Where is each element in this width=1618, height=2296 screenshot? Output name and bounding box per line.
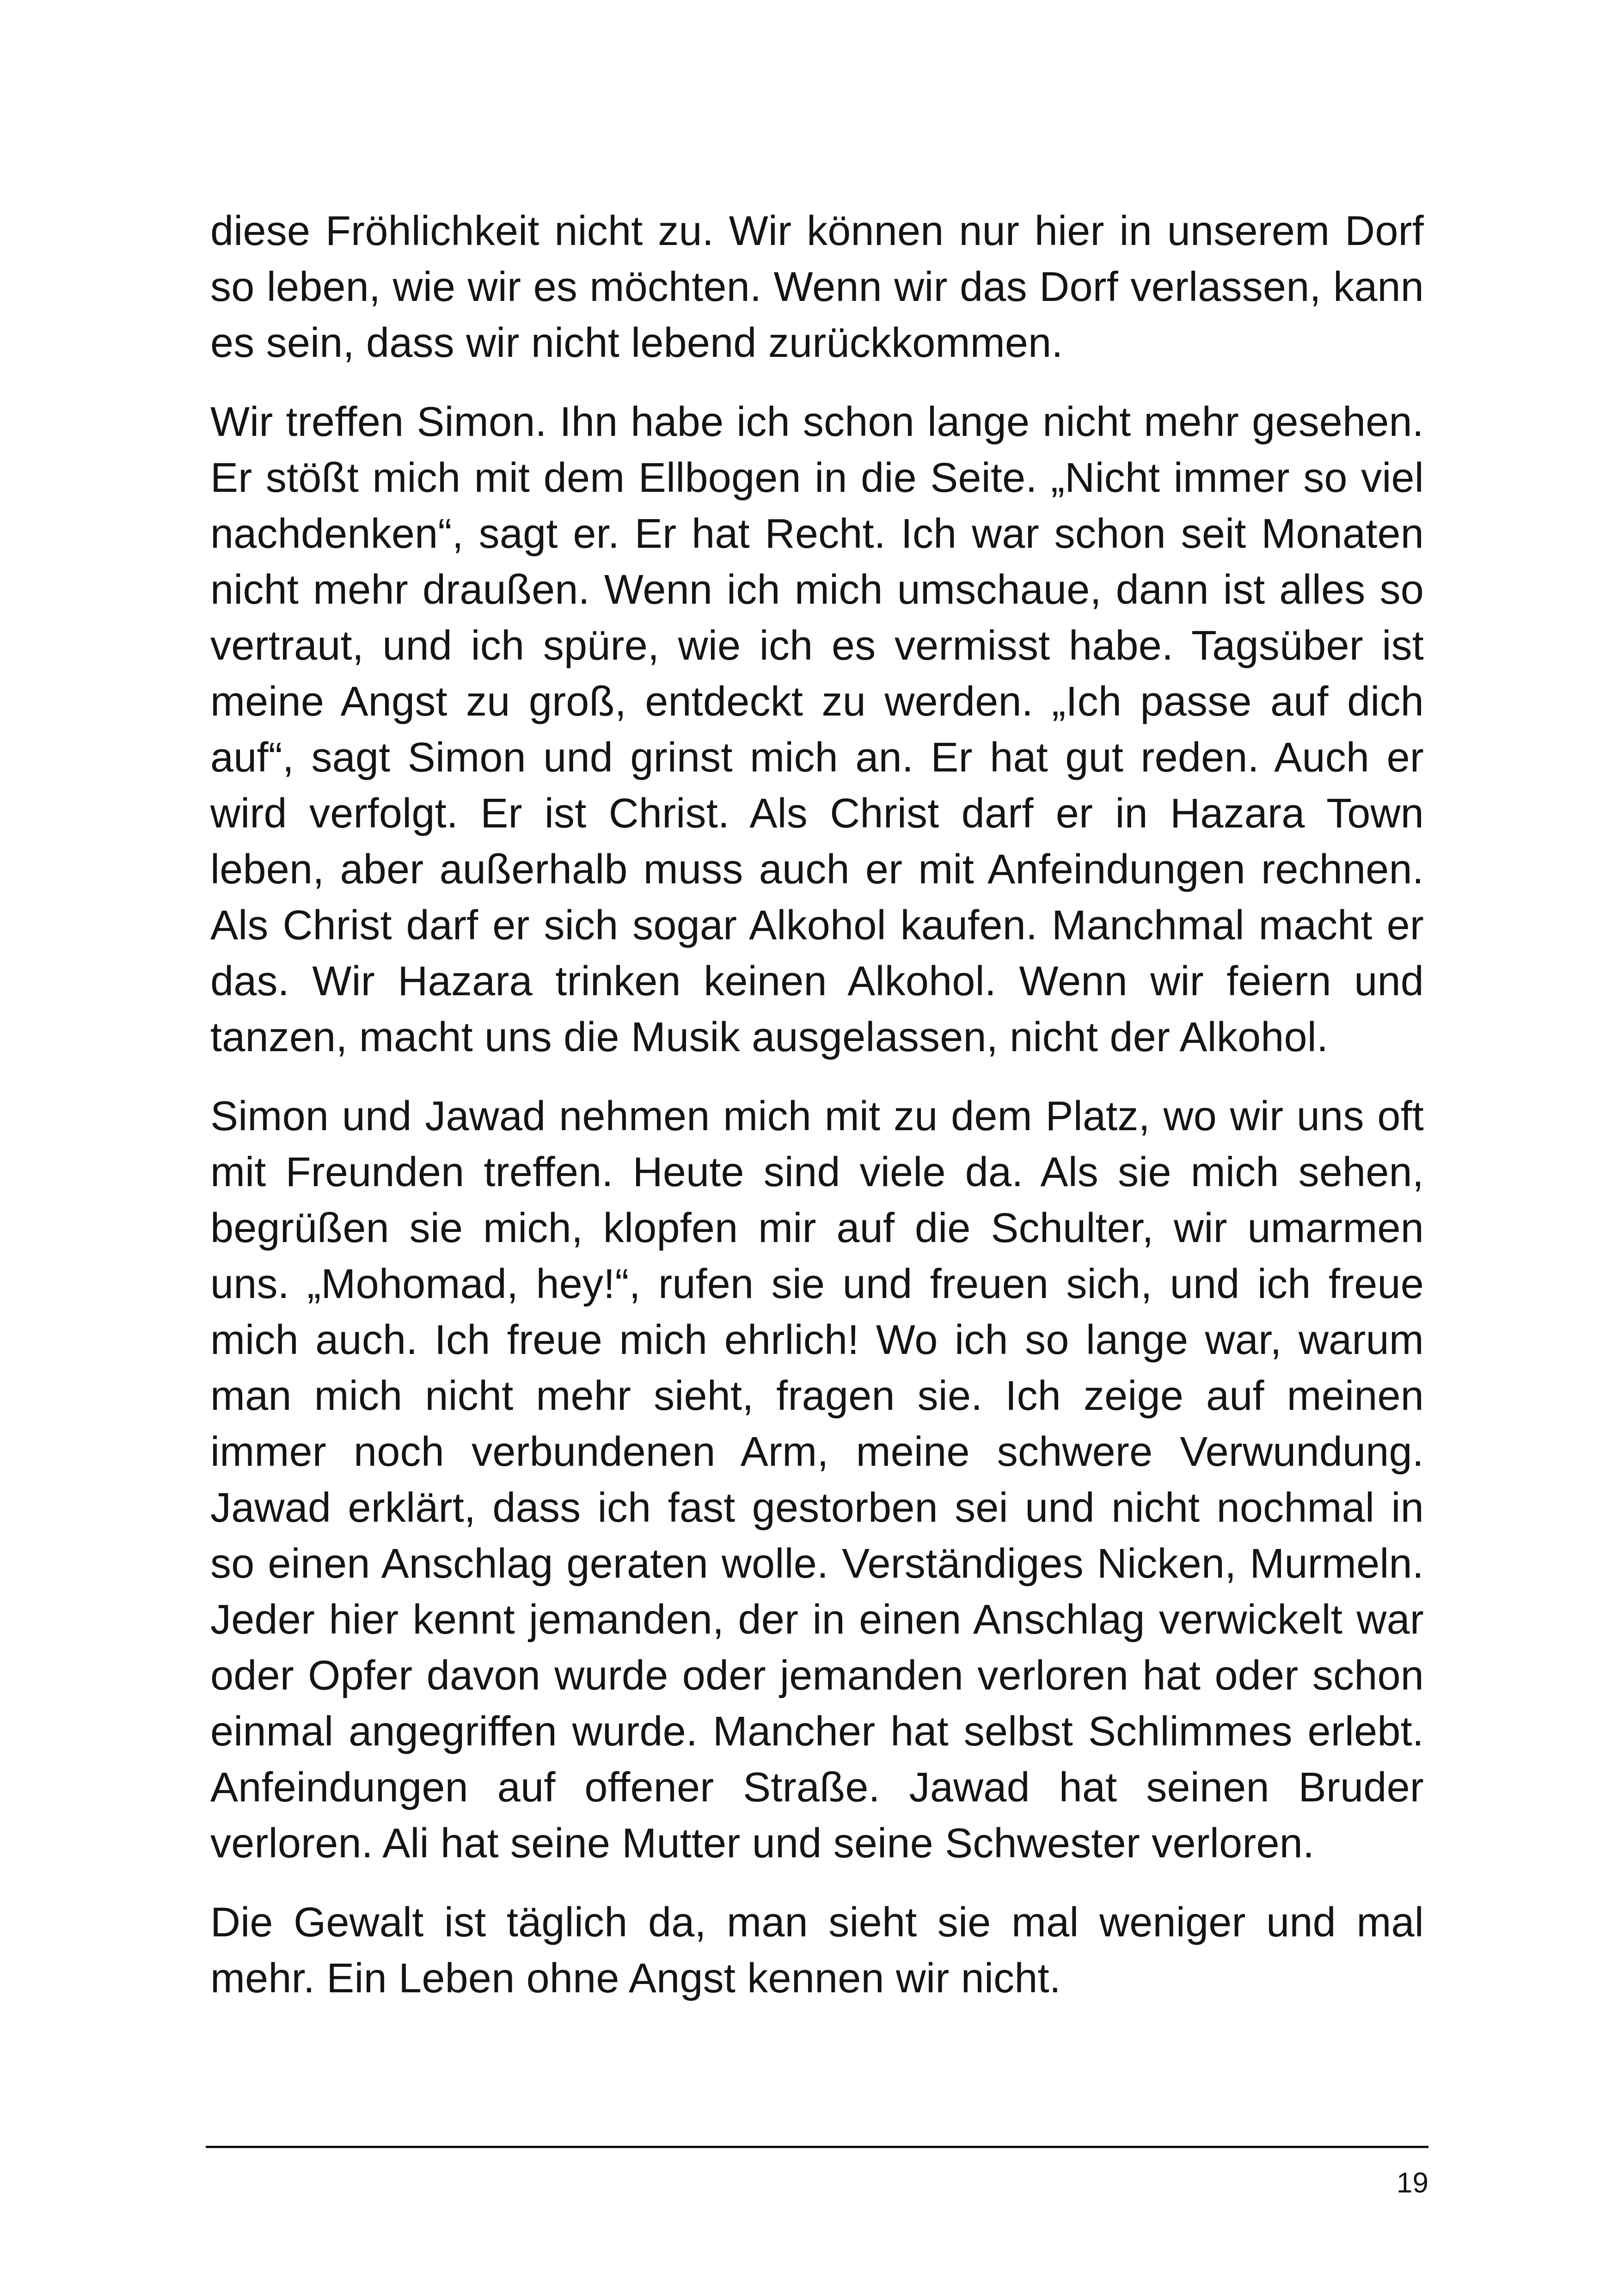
paragraph: Simon und Jawad nehmen mich mit zu dem Platz, wo wir uns oft mit Freunden treffen. Heute sind viele da. Als sie mich sehen, begrüßen sie mich, klopfen mir auf die Schulter, wir umarmen uns. „Mohomad, hey!“, rufen sie und freuen sich, und ich freue mich auch. Ich freue mich ehrlich! Wo ich so lange war, warum man mich nicht mehr sieht, fragen sie. Ich zeige auf meinen immer noch verbundenen Arm, meine schwere Verwundung. Jawad erklärt, dass ich fast gestorben sei und nicht nochmal in so einen Anschlag geraten wolle. Verständiges Nicken, Murmeln. Jeder hier kennt jemanden, der in einen Anschlag verwickelt war oder Opfer davon wurde oder jemanden verloren hat oder schon einmal angegriffen wurde. Mancher hat selbst Schlimmes erlebt. Anfeindungen auf offener Straße. Jawad hat seinen Bruder verloren. Ali hat seine Mutter und seine Schwester verloren. bbox=[210, 1093, 1424, 1867]
page-number: 19 bbox=[1397, 2167, 1428, 2199]
body-text bbox=[210, 203, 1424, 2007]
paragraph: Die Gewalt ist täglich da, man sieht sie mal weniger und mal mehr. Ein Leben ohne Angst kennen wir nicht. bbox=[210, 1899, 1424, 2002]
paragraph: Wir treffen Simon. Ihn habe ich schon lange nicht mehr gesehen. Er stößt mich mit dem Ellbogen in die Seite. „Nicht immer so viel nachdenken“, sagt er. Er hat Recht. Ich war schon seit Monaten nicht mehr draußen. Wenn ich mich umschaue, dann ist alles so vertraut, und ich spüre, wie ich es vermisst habe. Tagsüber ist meine Angst zu groß, entdeckt zu werden. „Ich passe auf dich auf“, sagt Simon und grinst mich an. Er hat gut reden. Auch er wird verfolgt. Er ist Christ. Als Christ darf er in Hazara Town leben, aber außerhalb muss auch er mit Anfeindungen rechnen. Als Christ darf er sich sogar Alkohol kaufen. Manchmal macht er das. Wir Hazara trinken keinen Alkohol. Wenn wir feiern und tanzen, macht uns die Musik ausgelassen, nicht der Alkohol. bbox=[210, 399, 1424, 1060]
footer-divider bbox=[206, 2146, 1428, 2148]
paragraph: diese Fröhlichkeit nicht zu. Wir können nur hier in unserem Dorf so leben, wie wir es möchten. Wenn wir das Dorf verlassen, kann es sein, dass wir nicht lebend zurückkommen. bbox=[210, 208, 1424, 366]
